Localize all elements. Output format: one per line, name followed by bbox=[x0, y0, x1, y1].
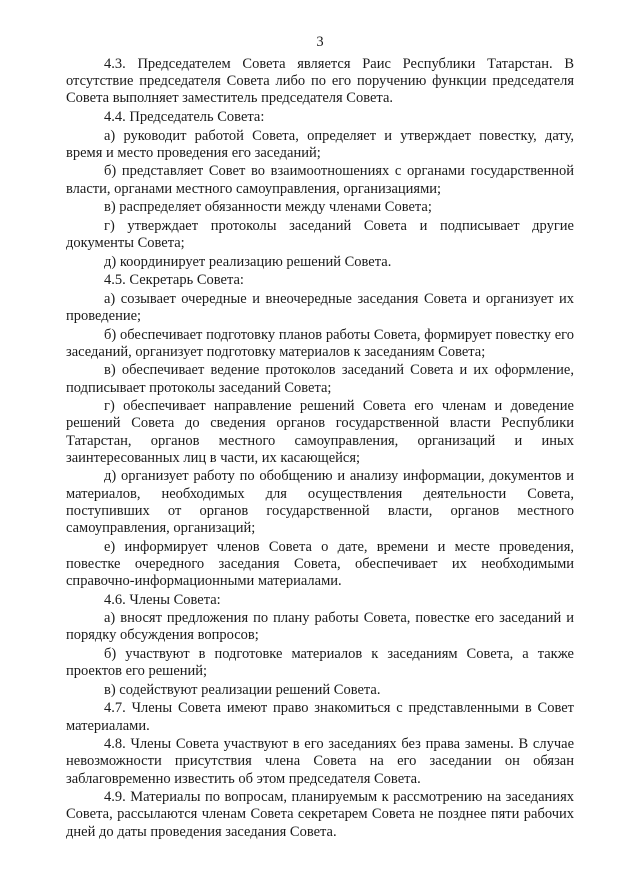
paragraph-4-5-g: г) обеспечивает направление решений Совета его членам и доведение решений Совета до сведения органов государственной власти Республики Татарстан, органов местного самоуправления, организаций и иных заинтересованных лиц в части, их касающейся; bbox=[66, 398, 574, 466]
paragraph-4-4-v: в) распределяет обязанности между членами Совета; bbox=[104, 199, 432, 216]
paragraph-4-6-v: в) содействуют реализации решений Совета. bbox=[104, 681, 381, 698]
paragraph-4-4-b: б) представляет Совет во взаимоотношениях с органами государственной власти, органами местного самоуправления, организациями; bbox=[66, 163, 574, 197]
paragraph-4-7: 4.7. Члены Совета имеют право знакомиться с представленными в Совет материалами. bbox=[66, 700, 574, 734]
page-number: 3 bbox=[316, 34, 324, 50]
paragraph-4-5-d: д) организует работу по обобщению и анализу информации, документов и материалов, необходимых для осуществления деятельности Совета, поступивших от органов государственной власти, органов местного самоуправления, организаций; bbox=[66, 468, 574, 536]
paragraph-4-4-d: д) координирует реализацию решений Совета. bbox=[104, 253, 392, 270]
paragraph-4-8: 4.8. Члены Совета участвуют в его заседаниях без права замены. В случае невозможности присутствия члена Совета на его заседании он обязан заблаговременно известить об этом председателя Совета. bbox=[66, 736, 574, 787]
document-body bbox=[66, 56, 574, 842]
paragraph-4-5-b: б) обеспечивает подготовку планов работы Совета, формирует повестку его заседаний, организует подготовку материалов к заседаниям Совета; bbox=[66, 326, 574, 360]
paragraph-4-6-a: а) вносят предложения по плану работы Совета, повестке его заседаний и порядку обсуждения вопросов; bbox=[66, 610, 574, 644]
paragraph-4-5-e: е) информирует членов Совета о дате, времени и месте проведения, повестке очередного заседания Совета, обеспечивает их необходимыми справочно-информационными материалами. bbox=[66, 538, 574, 589]
paragraph-4-5-v: в) обеспечивает ведение протоколов заседаний Совета и их оформление, подписывает протоколы заседаний Совета; bbox=[66, 362, 574, 396]
paragraph-4-6-b: б) участвуют в подготовке материалов к заседаниям Совета, а также проектов его решений; bbox=[66, 645, 574, 680]
paragraph-4-4-a: а) руководит работой Совета, определяет и утверждает повестку, дату, время и место проведения его заседаний; bbox=[66, 127, 574, 161]
paragraph-4-9: 4.9. Материалы по вопросам, планируемым к рассмотрению на заседаниях Совета, рассылаются членам Совета секретарем Совета не позднее пяти рабочих дней до даты проведения заседания Совета. bbox=[66, 789, 574, 840]
paragraph-4-4-g: г) утверждает протоколы заседаний Совета и подписывает другие документы Совета; bbox=[66, 217, 574, 251]
paragraph-4-5-heading: 4.5. Секретарь Совета: bbox=[104, 272, 244, 289]
paragraph-4-4-heading: 4.4. Председатель Совета: bbox=[104, 109, 265, 125]
paragraph-4-5-a: а) созывает очередные и внеочередные заседания Совета и организует их проведение; bbox=[66, 290, 574, 324]
paragraph-4-3: 4.3. Председателем Совета является Раис Республики Татарстан. В отсутствие председателя Совета либо по его поручению функции председателя Совета выполняет заместитель председателя Совета. bbox=[66, 56, 574, 107]
paragraph-4-6-heading: 4.6. Члены Совета: bbox=[104, 591, 221, 608]
